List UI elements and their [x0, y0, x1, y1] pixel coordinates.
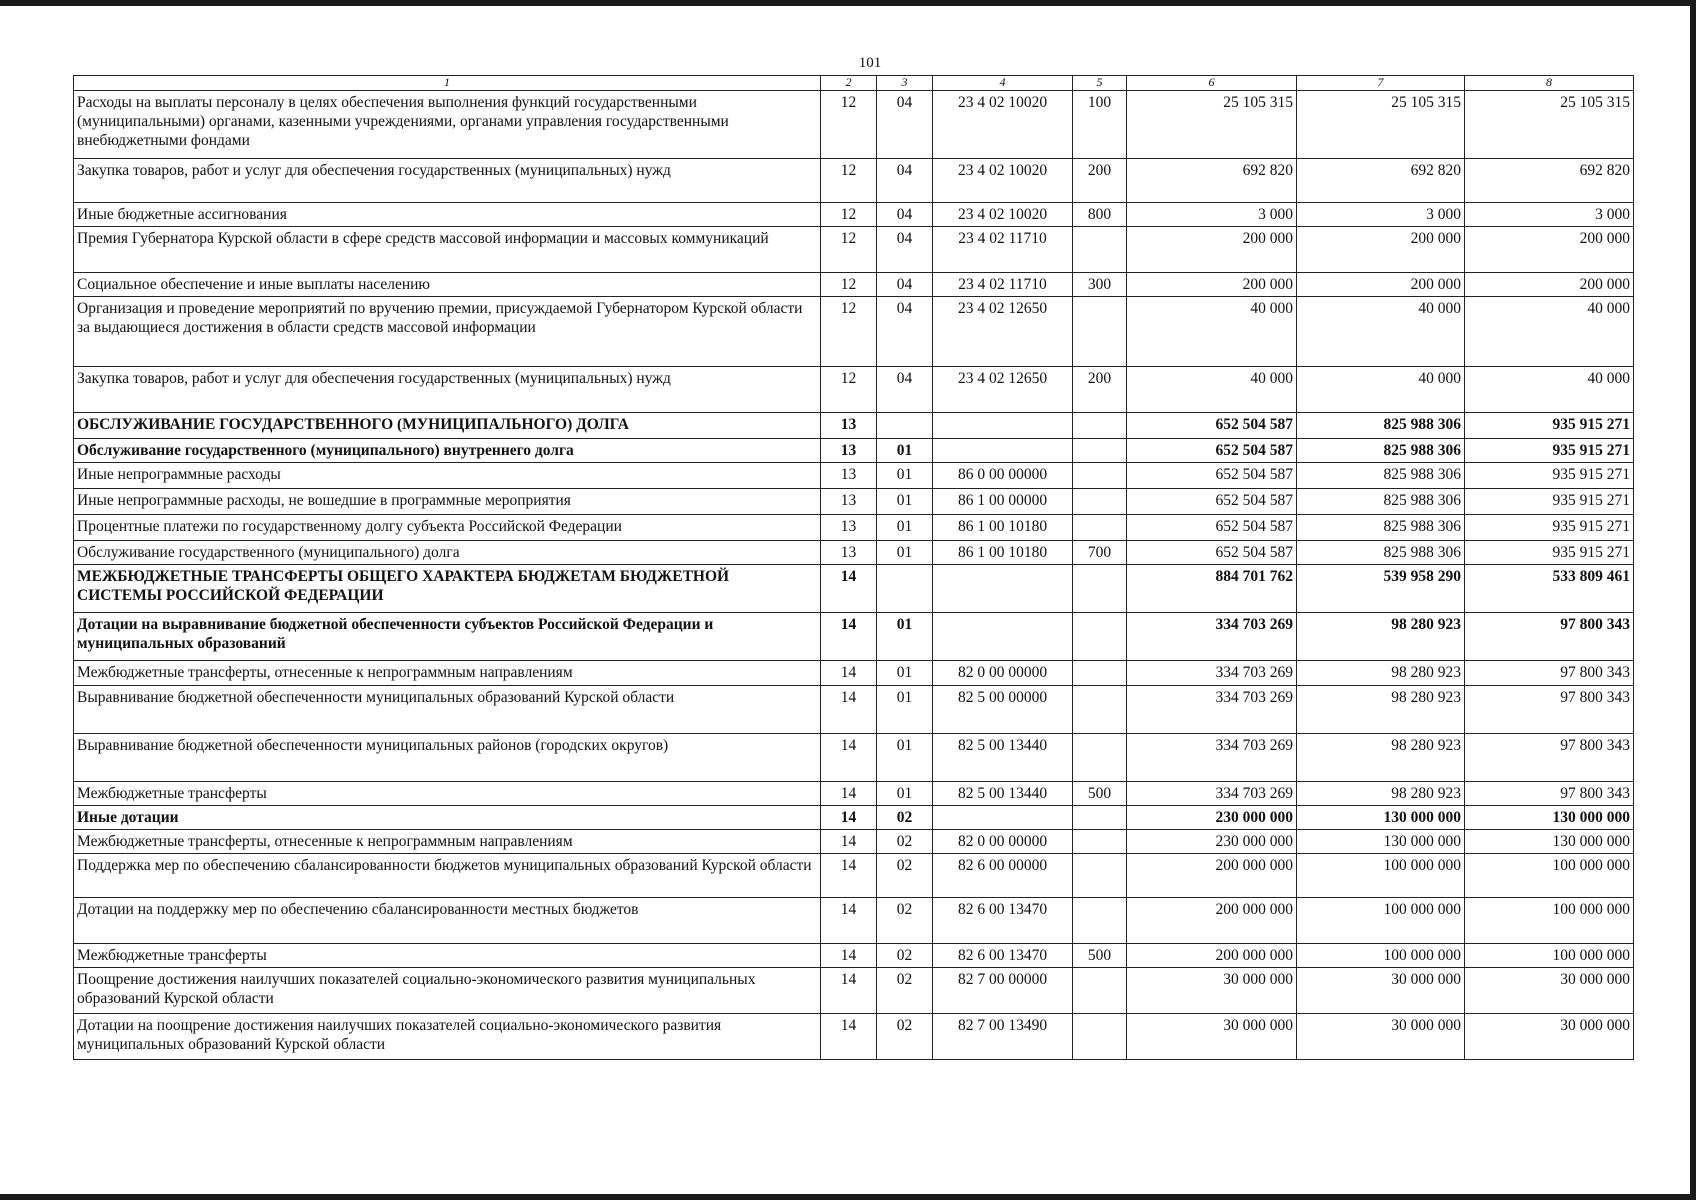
row-target-article — [933, 413, 1073, 439]
table-row — [74, 463, 1634, 489]
row-amount-col6: 25 105 315 — [1127, 91, 1297, 159]
row-amount-col7: 825 988 306 — [1297, 439, 1465, 463]
row-expense-type — [1073, 661, 1127, 686]
row-section-code: 14 — [821, 686, 877, 734]
table-body — [74, 91, 1634, 1060]
header-col-7: 7 — [1297, 76, 1465, 91]
row-subsection-code: 02 — [877, 806, 933, 830]
row-section-code: 14 — [821, 854, 877, 898]
row-subsection-code — [877, 413, 933, 439]
row-subsection-code: 01 — [877, 463, 933, 489]
row-amount-col8: 692 820 — [1465, 159, 1634, 203]
row-amount-col6: 334 703 269 — [1127, 613, 1297, 661]
row-subsection-code: 01 — [877, 489, 933, 515]
row-amount-col8: 935 915 271 — [1465, 489, 1634, 515]
row-subsection-code: 01 — [877, 515, 933, 541]
row-amount-col8: 935 915 271 — [1465, 439, 1634, 463]
row-amount-col8: 97 800 343 — [1465, 734, 1634, 782]
table-row — [74, 782, 1634, 806]
row-section-code: 13 — [821, 439, 877, 463]
row-amount-col7: 825 988 306 — [1297, 541, 1465, 565]
row-expense-type — [1073, 297, 1127, 367]
row-amount-col8: 100 000 000 — [1465, 898, 1634, 944]
row-section-code: 14 — [821, 1014, 877, 1060]
row-amount-col7: 100 000 000 — [1297, 944, 1465, 968]
row-amount-col8: 25 105 315 — [1465, 91, 1634, 159]
header-row — [74, 76, 1634, 91]
row-subsection-code: 01 — [877, 439, 933, 463]
row-name: Процентные платежи по государственному долгу субъекта Российской Федерации — [74, 515, 821, 541]
header-col-4: 4 — [933, 76, 1073, 91]
row-subsection-code: 02 — [877, 898, 933, 944]
row-amount-col8: 97 800 343 — [1465, 613, 1634, 661]
table-row — [74, 439, 1634, 463]
row-subsection-code: 04 — [877, 297, 933, 367]
row-target-article: 82 6 00 00000 — [933, 854, 1073, 898]
row-target-article: 23 4 02 10020 — [933, 159, 1073, 203]
row-target-article: 23 4 02 10020 — [933, 203, 1073, 227]
row-subsection-code: 04 — [877, 273, 933, 297]
row-amount-col6: 652 504 587 — [1127, 541, 1297, 565]
row-section-code: 12 — [821, 227, 877, 273]
row-expense-type — [1073, 439, 1127, 463]
row-amount-col7: 825 988 306 — [1297, 515, 1465, 541]
row-amount-col6: 40 000 — [1127, 297, 1297, 367]
table-row — [74, 227, 1634, 273]
row-amount-col7: 100 000 000 — [1297, 898, 1465, 944]
row-expense-type — [1073, 968, 1127, 1014]
row-name: Межбюджетные трансферты — [74, 782, 821, 806]
table-row — [74, 898, 1634, 944]
row-section-code: 14 — [821, 661, 877, 686]
row-name: Социальное обеспечение и иные выплаты населению — [74, 273, 821, 297]
row-expense-type: 100 — [1073, 91, 1127, 159]
row-amount-col8: 100 000 000 — [1465, 944, 1634, 968]
row-name: Дотации на поддержку мер по обеспечению сбалансированности местных бюджетов — [74, 898, 821, 944]
header-col-2: 2 — [821, 76, 877, 91]
row-amount-col6: 200 000 — [1127, 227, 1297, 273]
row-name: Поддержка мер по обеспечению сбалансированности бюджетов муниципальных образований Курской области — [74, 854, 821, 898]
row-amount-col7: 30 000 000 — [1297, 1014, 1465, 1060]
row-name: Иные непрограммные расходы, не вошедшие в программные мероприятия — [74, 489, 821, 515]
row-name: Межбюджетные трансферты, отнесенные к непрограммным направлениям — [74, 830, 821, 854]
row-expense-type — [1073, 854, 1127, 898]
row-amount-col7: 25 105 315 — [1297, 91, 1465, 159]
row-amount-col8: 97 800 343 — [1465, 686, 1634, 734]
row-target-article: 86 1 00 10180 — [933, 515, 1073, 541]
row-name: Организация и проведение мероприятий по вручению премии, присуждаемой Губернатором Курской области за выдающиеся достижения в области средств массовой информации — [74, 297, 821, 367]
row-target-article: 82 7 00 00000 — [933, 968, 1073, 1014]
row-expense-type — [1073, 806, 1127, 830]
row-section-code: 14 — [821, 944, 877, 968]
row-name: Дотации на выравнивание бюджетной обеспеченности субъектов Российской Федерации и муниципальных образований — [74, 613, 821, 661]
row-amount-col7: 40 000 — [1297, 297, 1465, 367]
row-expense-type: 200 — [1073, 367, 1127, 413]
row-amount-col6: 200 000 000 — [1127, 898, 1297, 944]
header-col-1: 1 — [74, 76, 821, 91]
row-amount-col7: 130 000 000 — [1297, 830, 1465, 854]
row-name: Иные бюджетные ассигнования — [74, 203, 821, 227]
page-number: 101 — [858, 55, 882, 71]
row-amount-col6: 200 000 — [1127, 273, 1297, 297]
row-amount-col6: 334 703 269 — [1127, 734, 1297, 782]
row-amount-col7: 98 280 923 — [1297, 613, 1465, 661]
row-amount-col8: 97 800 343 — [1465, 661, 1634, 686]
table-row — [74, 734, 1634, 782]
row-name: МЕЖБЮДЖЕТНЫЕ ТРАНСФЕРТЫ ОБЩЕГО ХАРАКТЕРА БЮДЖЕТАМ БЮДЖЕТНОЙ СИСТЕМЫ РОССИЙСКОЙ ФЕДЕРАЦИИ — [74, 565, 821, 613]
row-subsection-code: 02 — [877, 830, 933, 854]
table-row — [74, 91, 1634, 159]
row-subsection-code: 01 — [877, 686, 933, 734]
row-amount-col7: 692 820 — [1297, 159, 1465, 203]
scan-border-right — [1690, 0, 1696, 1200]
table-row — [74, 489, 1634, 515]
row-subsection-code: 04 — [877, 227, 933, 273]
row-name: Поощрение достижения наилучших показателей социально-экономического развития муниципальных образований Курской области — [74, 968, 821, 1014]
row-amount-col6: 30 000 000 — [1127, 1014, 1297, 1060]
row-name: Межбюджетные трансферты, отнесенные к непрограммным направлениям — [74, 661, 821, 686]
row-target-article: 82 5 00 13440 — [933, 782, 1073, 806]
row-amount-col8: 30 000 000 — [1465, 968, 1634, 1014]
row-expense-type: 200 — [1073, 159, 1127, 203]
row-amount-col7: 98 280 923 — [1297, 734, 1465, 782]
row-expense-type: 500 — [1073, 782, 1127, 806]
row-amount-col6: 230 000 000 — [1127, 806, 1297, 830]
row-target-article — [933, 613, 1073, 661]
row-subsection-code: 02 — [877, 968, 933, 1014]
row-subsection-code: 04 — [877, 159, 933, 203]
row-amount-col8: 100 000 000 — [1465, 854, 1634, 898]
row-expense-type: 300 — [1073, 273, 1127, 297]
header-col-6: 6 — [1127, 76, 1297, 91]
row-section-code: 14 — [821, 613, 877, 661]
row-section-code: 12 — [821, 297, 877, 367]
row-section-code: 14 — [821, 565, 877, 613]
table-row — [74, 541, 1634, 565]
table-row — [74, 159, 1634, 203]
row-amount-col6: 884 701 762 — [1127, 565, 1297, 613]
row-name: Премия Губернатора Курской области в сфере средств массовой информации и массовых коммуникаций — [74, 227, 821, 273]
row-subsection-code: 01 — [877, 613, 933, 661]
row-amount-col8: 200 000 — [1465, 227, 1634, 273]
table-row — [74, 806, 1634, 830]
row-amount-col8: 935 915 271 — [1465, 541, 1634, 565]
table-row — [74, 203, 1634, 227]
row-subsection-code: 02 — [877, 944, 933, 968]
row-section-code: 12 — [821, 367, 877, 413]
row-expense-type — [1073, 565, 1127, 613]
row-section-code: 12 — [821, 273, 877, 297]
row-amount-col7: 100 000 000 — [1297, 854, 1465, 898]
row-section-code: 14 — [821, 898, 877, 944]
row-amount-col8: 130 000 000 — [1465, 830, 1634, 854]
row-target-article — [933, 439, 1073, 463]
row-name: Закупка товаров, работ и услуг для обеспечения государственных (муниципальных) нужд — [74, 159, 821, 203]
row-target-article: 82 0 00 00000 — [933, 661, 1073, 686]
row-amount-col6: 652 504 587 — [1127, 489, 1297, 515]
row-name: Расходы на выплаты персоналу в целях обеспечения выполнения функций государственными (муниципальными) органами, казенными учреждениями, органами управления государственными внебюджетными фондами — [74, 91, 821, 159]
row-expense-type — [1073, 734, 1127, 782]
row-amount-col6: 200 000 000 — [1127, 944, 1297, 968]
table-row — [74, 661, 1634, 686]
row-amount-col7: 825 988 306 — [1297, 413, 1465, 439]
row-section-code: 14 — [821, 830, 877, 854]
row-amount-col8: 533 809 461 — [1465, 565, 1634, 613]
row-expense-type: 700 — [1073, 541, 1127, 565]
row-expense-type: 500 — [1073, 944, 1127, 968]
row-amount-col8: 935 915 271 — [1465, 413, 1634, 439]
table-row — [74, 413, 1634, 439]
row-section-code: 14 — [821, 734, 877, 782]
row-amount-col6: 334 703 269 — [1127, 686, 1297, 734]
table-row — [74, 1014, 1634, 1060]
row-target-article: 86 0 00 00000 — [933, 463, 1073, 489]
row-amount-col8: 40 000 — [1465, 367, 1634, 413]
row-expense-type — [1073, 413, 1127, 439]
row-amount-col7: 30 000 000 — [1297, 968, 1465, 1014]
table-row — [74, 565, 1634, 613]
row-section-code: 12 — [821, 159, 877, 203]
row-amount-col8: 200 000 — [1465, 273, 1634, 297]
row-expense-type — [1073, 898, 1127, 944]
table-row — [74, 854, 1634, 898]
header-col-8: 8 — [1465, 76, 1634, 91]
row-name: Обслуживание государственного (муниципального) внутреннего долга — [74, 439, 821, 463]
row-amount-col6: 652 504 587 — [1127, 413, 1297, 439]
row-amount-col7: 130 000 000 — [1297, 806, 1465, 830]
row-name: ОБСЛУЖИВАНИЕ ГОСУДАРСТВЕННОГО (МУНИЦИПАЛЬНОГО) ДОЛГА — [74, 413, 821, 439]
row-amount-col6: 200 000 000 — [1127, 854, 1297, 898]
table-row — [74, 367, 1634, 413]
row-section-code: 14 — [821, 806, 877, 830]
row-target-article: 23 4 02 10020 — [933, 91, 1073, 159]
row-subsection-code: 04 — [877, 203, 933, 227]
budget-table — [73, 75, 1634, 1060]
row-amount-col6: 692 820 — [1127, 159, 1297, 203]
row-expense-type — [1073, 1014, 1127, 1060]
row-section-code: 13 — [821, 515, 877, 541]
row-target-article: 23 4 02 12650 — [933, 367, 1073, 413]
row-target-article: 86 1 00 10180 — [933, 541, 1073, 565]
row-amount-col7: 98 280 923 — [1297, 782, 1465, 806]
row-name: Иные непрограммные расходы — [74, 463, 821, 489]
row-amount-col6: 334 703 269 — [1127, 661, 1297, 686]
table-row — [74, 686, 1634, 734]
row-target-article: 82 5 00 00000 — [933, 686, 1073, 734]
row-name: Закупка товаров, работ и услуг для обеспечения государственных (муниципальных) нужд — [74, 367, 821, 413]
row-target-article: 82 5 00 13440 — [933, 734, 1073, 782]
row-amount-col6: 40 000 — [1127, 367, 1297, 413]
row-target-article: 86 1 00 00000 — [933, 489, 1073, 515]
row-amount-col8: 3 000 — [1465, 203, 1634, 227]
row-expense-type — [1073, 686, 1127, 734]
row-name: Иные дотации — [74, 806, 821, 830]
row-target-article: 23 4 02 11710 — [933, 273, 1073, 297]
header-col-3: 3 — [877, 76, 933, 91]
row-name: Межбюджетные трансферты — [74, 944, 821, 968]
row-target-article — [933, 806, 1073, 830]
row-section-code: 13 — [821, 463, 877, 489]
row-amount-col6: 652 504 587 — [1127, 515, 1297, 541]
row-amount-col7: 825 988 306 — [1297, 489, 1465, 515]
table-row — [74, 613, 1634, 661]
row-amount-col8: 40 000 — [1465, 297, 1634, 367]
row-subsection-code — [877, 565, 933, 613]
row-section-code: 12 — [821, 203, 877, 227]
row-target-article — [933, 565, 1073, 613]
row-amount-col7: 3 000 — [1297, 203, 1465, 227]
row-target-article: 82 6 00 13470 — [933, 944, 1073, 968]
row-subsection-code: 01 — [877, 541, 933, 565]
row-amount-col7: 825 988 306 — [1297, 463, 1465, 489]
row-amount-col8: 935 915 271 — [1465, 515, 1634, 541]
row-amount-col6: 652 504 587 — [1127, 439, 1297, 463]
table-row — [74, 944, 1634, 968]
row-name: Обслуживание государственного (муниципального) долга — [74, 541, 821, 565]
row-subsection-code: 01 — [877, 734, 933, 782]
row-name: Выравнивание бюджетной обеспеченности муниципальных образований Курской области — [74, 686, 821, 734]
row-subsection-code: 02 — [877, 1014, 933, 1060]
table-row — [74, 515, 1634, 541]
row-subsection-code: 04 — [877, 91, 933, 159]
row-subsection-code: 01 — [877, 661, 933, 686]
scan-border-bottom — [0, 1194, 1696, 1200]
row-target-article: 82 0 00 00000 — [933, 830, 1073, 854]
table-row — [74, 830, 1634, 854]
row-expense-type — [1073, 227, 1127, 273]
row-amount-col7: 98 280 923 — [1297, 661, 1465, 686]
row-amount-col8: 97 800 343 — [1465, 782, 1634, 806]
row-expense-type — [1073, 515, 1127, 541]
row-section-code: 13 — [821, 413, 877, 439]
scan-border-top — [0, 0, 1696, 6]
table-row — [74, 273, 1634, 297]
row-expense-type — [1073, 613, 1127, 661]
row-target-article: 23 4 02 11710 — [933, 227, 1073, 273]
row-amount-col7: 200 000 — [1297, 227, 1465, 273]
row-amount-col6: 3 000 — [1127, 203, 1297, 227]
row-amount-col6: 652 504 587 — [1127, 463, 1297, 489]
row-expense-type — [1073, 463, 1127, 489]
row-target-article: 82 6 00 13470 — [933, 898, 1073, 944]
row-amount-col6: 30 000 000 — [1127, 968, 1297, 1014]
row-expense-type: 800 — [1073, 203, 1127, 227]
row-amount-col6: 230 000 000 — [1127, 830, 1297, 854]
table-row — [74, 297, 1634, 367]
row-name: Дотации на поощрение достижения наилучших показателей социально-экономического развития муниципальных образований Курской области — [74, 1014, 821, 1060]
row-amount-col8: 30 000 000 — [1465, 1014, 1634, 1060]
row-amount-col6: 334 703 269 — [1127, 782, 1297, 806]
row-name: Выравнивание бюджетной обеспеченности муниципальных районов (городских округов) — [74, 734, 821, 782]
row-section-code: 12 — [821, 91, 877, 159]
row-subsection-code: 04 — [877, 367, 933, 413]
row-subsection-code: 02 — [877, 854, 933, 898]
table-row — [74, 968, 1634, 1014]
row-target-article: 82 7 00 13490 — [933, 1014, 1073, 1060]
row-section-code: 14 — [821, 968, 877, 1014]
row-section-code: 14 — [821, 782, 877, 806]
row-section-code: 13 — [821, 541, 877, 565]
row-expense-type — [1073, 830, 1127, 854]
row-amount-col8: 130 000 000 — [1465, 806, 1634, 830]
row-section-code: 13 — [821, 489, 877, 515]
row-subsection-code: 01 — [877, 782, 933, 806]
row-amount-col7: 40 000 — [1297, 367, 1465, 413]
row-expense-type — [1073, 489, 1127, 515]
row-amount-col7: 539 958 290 — [1297, 565, 1465, 613]
row-amount-col7: 200 000 — [1297, 273, 1465, 297]
row-amount-col8: 935 915 271 — [1465, 463, 1634, 489]
header-col-5: 5 — [1073, 76, 1127, 91]
row-target-article: 23 4 02 12650 — [933, 297, 1073, 367]
row-amount-col7: 98 280 923 — [1297, 686, 1465, 734]
